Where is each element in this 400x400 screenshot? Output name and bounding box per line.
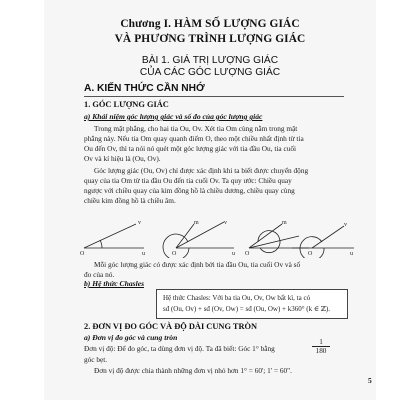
para2-line: Góc lượng giác (Ou, Ov) chỉ được xác định khi ta biết được chuyển động — [94, 166, 309, 175]
para1-line: Ov và kí hiệu là (Ou, Ov). — [84, 154, 161, 163]
chapter-title-line1: Chương I. HÀM SỐ LƯỢNG GIÁC — [120, 18, 300, 30]
subheading-chasles-text: b) Hệ thức Chasles — [84, 279, 145, 288]
fig4-label-u: u — [350, 251, 353, 257]
fig1-label-v: v — [138, 220, 141, 226]
para1-line: phẳng này. Nếu tia Om quay quanh điểm O, theo một chiều nhất định từ tia — [84, 134, 304, 143]
fraction-denominator: 180 — [315, 347, 327, 355]
heading-don-vi-do: 2. ĐƠN VỊ ĐO GÓC VÀ ĐỘ DÀI CUNG TRÒN — [84, 322, 258, 331]
section-heading: A. KIẾN THỨC CẦN NHỚ — [84, 83, 205, 94]
fig4-label-o: O — [308, 251, 313, 257]
book-page — [44, 0, 376, 400]
lesson-title-line1: BÀI 1. GIÁ TRỊ LƯỢNG GIÁC — [141, 55, 279, 66]
fig1-label-u: u — [142, 251, 145, 257]
para2-line: chiều kim đồng hồ là chiều âm. — [84, 196, 176, 205]
heading-goc-luong-giac: 1. GÓC LƯỢNG GIÁC — [84, 100, 169, 109]
chasles-box — [156, 289, 348, 319]
para3-line: Mỗi góc lượng giác có được xác định bởi tia đầu Ou, tia cuối Ov và số — [94, 260, 301, 269]
figure-4 — [292, 226, 354, 258]
fig2-label-u: u — [232, 251, 235, 257]
chasles-line2: sđ (Ou, Ov) + sđ (Ov, Ow) = sđ (Ou, Ow) + k360° (k ∈ ℤ). — [163, 305, 330, 313]
fig2-label-o: O — [172, 251, 177, 257]
fraction-numerator: 1 — [312, 338, 330, 347]
para2-line: ngược với chiều quay của kim đồng hồ là chiều dương, chiều quay cùng — [84, 186, 295, 195]
page-number: 5 — [368, 376, 372, 385]
angle-figures — [44, 218, 376, 258]
para3-line: đo của nó. — [84, 270, 115, 279]
fig4-label-v: v — [344, 222, 347, 228]
subheading-don-vi-text: a) Đơn vị đo góc và cung tròn — [84, 333, 178, 342]
figure-1 — [84, 224, 144, 248]
degree-line-3: Đơn vị độ được chia thành những đơn vị nhỏ hơn 1° = 60'; 1' = 60". — [94, 366, 292, 375]
degree-line-2: góc bẹt. — [84, 355, 108, 364]
subheading-khai-niem-text: a) Khái niệm góc lượng giác và số đo của góc lượng giác — [84, 112, 263, 121]
chapter-title-line2: VÀ PHƯƠNG TRÌNH LƯỢNG GIÁC — [114, 33, 306, 45]
degree-line: Đơn vị độ: Để đo góc, ta dùng đơn vị độ. Ta đã biết: Góc 1° bằng — [84, 344, 275, 353]
para1-line: Ou đến Ov, thì ta nói nó quét một góc lượng giác với tia đầu Ou, tia cuối — [84, 144, 297, 153]
fig2-label-m: m — [194, 220, 199, 226]
subheading-khai-niem — [84, 112, 262, 121]
chasles-line1: Hệ thức Chasles: Với ba tia Ou, Ov, Ow bất kì, ta có — [163, 294, 311, 302]
fraction-1-180 — [312, 338, 330, 355]
subheading-don-vi — [84, 333, 177, 342]
fig1-label-o: O — [80, 251, 85, 257]
fig3-label-m: m — [282, 220, 287, 226]
subheading-chasles — [84, 279, 144, 288]
fig3-label-o: O — [245, 251, 250, 257]
para1-line: Trong mặt phẳng, cho hai tia Ou, Ov. Xét tia Om cùng nằm trong mặt — [94, 124, 298, 133]
para2-line: quay của tia Om từ tia đầu Ou đến tia cuối Ov. Ta quy ước: Chiều quay — [84, 176, 292, 185]
lesson-title-line2: CỦA CÁC GÓC LƯỢNG GIÁC — [139, 67, 281, 78]
fig2-label-v: v — [224, 220, 227, 226]
section-divider — [84, 96, 344, 97]
